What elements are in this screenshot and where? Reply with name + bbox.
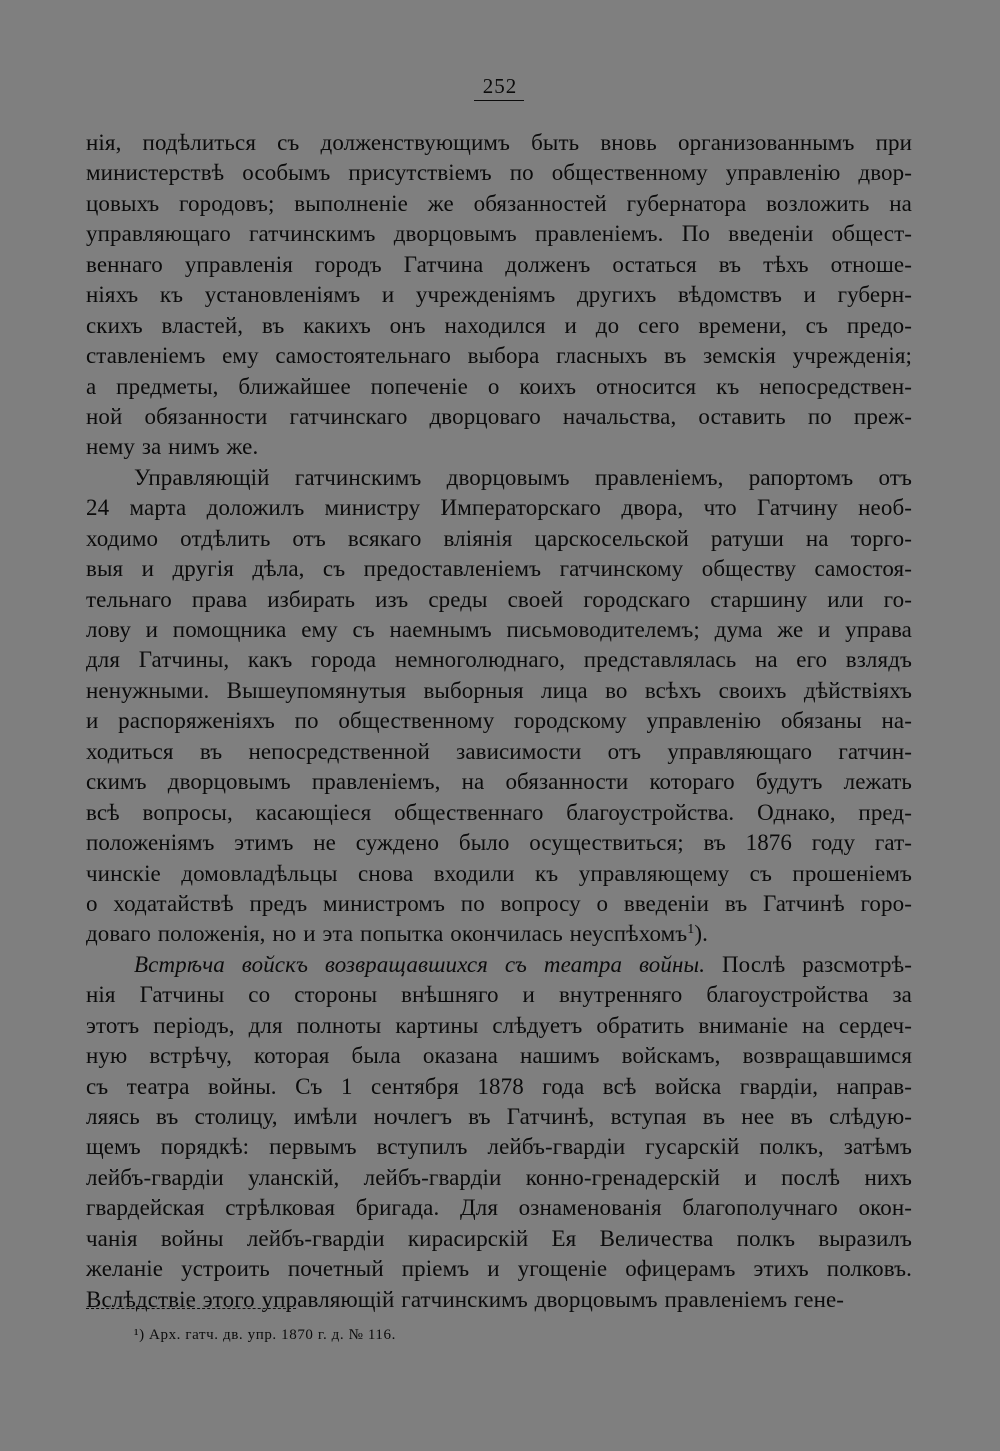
text-line (86, 432, 912, 462)
line-text: съ театра войны. Съ 1 сентября 1878 года всѣ войска гвардіи, направ- (86, 1073, 912, 1099)
line-text: ставленіемъ ему самостоятельнаго выбора гласныхъ въ земскія учрежденія; (86, 343, 912, 369)
line-text: нія Гатчины со стороны внѣшняго и внутренняго благоустройства за (86, 982, 912, 1008)
text-line (86, 676, 912, 706)
text-line (86, 189, 912, 219)
line-text: лову и помощника ему съ наемнымъ письмоводителемъ; дума же и управа (86, 617, 912, 642)
text-line (86, 1193, 912, 1223)
text-line (86, 737, 912, 767)
text-line (86, 250, 912, 280)
text-body (86, 128, 912, 1315)
text-line (86, 341, 912, 371)
paragraph (86, 950, 912, 1315)
text-line (86, 1072, 912, 1102)
line-text: ненужными. Вышеупомянутыя выборныя лица во всѣхъ своихъ дѣйствіяхъ (86, 677, 912, 703)
text-line (86, 919, 912, 949)
text-line (86, 798, 912, 828)
line-text: ходиться въ непосредственной зависимости отъ управляющаго гатчин- (86, 738, 912, 764)
paragraph (86, 463, 912, 950)
line-text: 24 марта доложилъ министру Императорскаго двора, что Гатчину необ- (86, 495, 912, 521)
footnote-separator (86, 1308, 296, 1309)
line-text: министерствѣ особымъ присутствіемъ по общественному управленію двор- (86, 160, 912, 186)
line-text: скимъ дворцовымъ правленіемъ, на обязанности котораго будутъ лежать (86, 769, 912, 795)
text-line (86, 311, 912, 341)
text-line (86, 280, 912, 310)
line-text: скихъ властей, въ какихъ онъ находился и до сего времени, съ предо- (86, 312, 912, 338)
line-text: и распоряженіяхъ по общественному городскому управленію обязаны на- (86, 708, 912, 734)
text-line (86, 706, 912, 736)
footnote: ¹) Арх. гатч. дв. упр. 1870 г. д. № 116. (134, 1327, 396, 1343)
text-line (86, 1102, 912, 1132)
line-text: нія, подѣлиться съ долженствующимъ быть вновь организованнымъ при (86, 130, 912, 155)
line-text: этотъ періодъ, для полноты картины слѣдуетъ обратить вниманіе на сердеч- (86, 1012, 912, 1038)
line-text: чинскіе домовладѣльцы снова входили къ управляющему съ прошеніемъ (86, 860, 912, 886)
text-line (86, 1254, 912, 1284)
text-line (86, 828, 912, 858)
line-text: ной обязанности гатчинскаго дворцоваго начальства, оставить по преж- (86, 403, 912, 429)
text-line (86, 980, 912, 1010)
line-text: гвардейская стрѣлковая бригада. Для ознаменованія благополучнаго окон- (86, 1195, 912, 1221)
text-line (86, 463, 912, 493)
line-text: нему за нимъ же. (86, 434, 259, 460)
text-line (86, 158, 912, 188)
text-line (86, 493, 912, 523)
line-text: веннаго управленія городъ Гатчина долженъ остаться въ тѣхъ отноше- (86, 251, 912, 277)
page-number: 252 (482, 74, 518, 98)
line-text: лейбъ-гвардіи уланскій, лейбъ-гвардіи конно-гренадерскій и послѣ нихъ (86, 1164, 912, 1190)
line-text: Управляющій гатчинскимъ дворцовымъ правленіемъ, рапортомъ отъ (134, 464, 912, 490)
text-line (86, 524, 912, 554)
section-heading-italic: Встрѣча войскъ возвращавшихся съ театра войны. (134, 951, 706, 977)
line-text: ходимо отдѣлить отъ всякаго вліянія царскосельской ратуши на торго- (86, 525, 912, 551)
line-text: для Гатчины, какъ города немноголюднаго, представлялась на его взлядъ (86, 647, 912, 673)
text-line (86, 1132, 912, 1162)
line-text: положеніямъ этимъ не суждено было осуществиться; въ 1876 году гат- (86, 830, 912, 856)
text-line (86, 1041, 912, 1071)
line-text: тельнаго права избирать изъ среды своей городскаго старшину или го- (86, 586, 912, 612)
page-number-rule (474, 100, 524, 101)
footnote-reference[interactable]: 1 (687, 922, 695, 938)
line-text: Послѣ разсмотрѣ- (705, 951, 912, 977)
text-line (86, 1224, 912, 1254)
text-line (86, 1163, 912, 1193)
text-line (86, 859, 912, 889)
text-line (86, 219, 912, 249)
text-line (86, 615, 912, 645)
text-line (86, 372, 912, 402)
text-line (86, 950, 912, 980)
line-text: ную встрѣчу, которая была оказана нашимъ войскамъ, возвращавшимся (86, 1043, 912, 1069)
line-text: желаніе устроить почетный пріемъ и угощеніе офицерамъ этихъ полковъ. (86, 1256, 912, 1282)
text-line (86, 889, 912, 919)
line-text-tail: ). (694, 921, 708, 947)
text-line (86, 554, 912, 584)
line-text: ляясь въ столицу, имѣли ночлегъ въ Гатчинѣ, вступая въ нее въ слѣдую- (86, 1104, 912, 1129)
text-line (86, 767, 912, 797)
line-text: выя и другія дѣла, съ предоставленіемъ гатчинскому обществу самостоя- (86, 556, 912, 582)
line-text: щемъ порядкѣ: первымъ вступилъ лейбъ-гвардіи гусарскій полкъ, затѣмъ (86, 1134, 912, 1160)
line-text: управляющаго гатчинскимъ дворцовымъ правленіемъ. По введеніи общест- (86, 221, 912, 247)
text-line (86, 128, 912, 158)
line-text: чанія войны лейбъ-гвардіи кирасирскій Ея Величества полкъ выразилъ (86, 1225, 912, 1251)
line-text: Вслѣдствіе этого управляющій гатчинскимъ дворцовымъ правленіемъ гене- (86, 1286, 845, 1312)
text-line (86, 585, 912, 615)
text-line (86, 645, 912, 675)
line-text: всѣ вопросы, касающіеся общественнаго благоустройства. Однако, пред- (86, 799, 912, 825)
text-line (86, 1285, 912, 1315)
paragraph (86, 128, 912, 463)
line-text: ніяхъ къ установленіямъ и учрежденіямъ другихъ вѣдомствъ и губерн- (86, 282, 912, 308)
line-text: цовыхъ городовъ; выполненіе же обязанностей губернатора возложить на (86, 190, 912, 216)
text-line (86, 402, 912, 432)
line-text: о ходатайствѣ предъ министромъ по вопросу о введеніи въ Гатчинѣ горо- (86, 890, 912, 916)
text-line (86, 1011, 912, 1041)
line-text: а предметы, ближайшее попеченіе о коихъ относится къ непосредствен- (86, 373, 912, 399)
line-text: доваго положенія, но и эта попытка окончилась неуспѣхомъ (86, 921, 688, 947)
